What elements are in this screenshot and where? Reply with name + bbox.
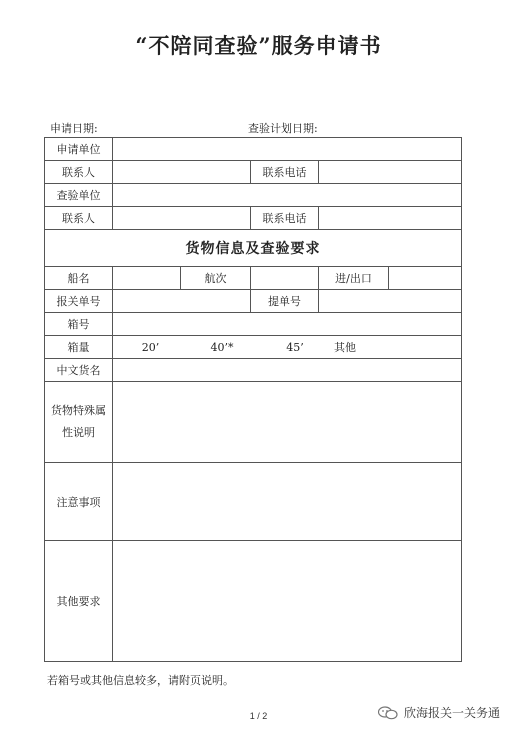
footer-note: 若箱号或其他信息较多，请附页说明。 (47, 674, 234, 687)
bill-no-field[interactable] (319, 290, 462, 313)
watermark (378, 704, 500, 721)
notes-field[interactable] (113, 463, 462, 541)
contact-person-label-1: 联系人 (45, 161, 113, 184)
ship-name-field[interactable] (113, 267, 181, 290)
contact-phone-field-2[interactable] (319, 207, 462, 230)
inspection-unit-label: 查验单位 (45, 184, 113, 207)
size-40-label: 40’* (210, 340, 234, 354)
application-form (44, 137, 462, 662)
voyage-field[interactable] (251, 267, 319, 290)
contact-phone-field-1[interactable] (319, 161, 462, 184)
watermark-text: 欣海报关一关务通 (404, 706, 501, 720)
special-attr-line-2: 性说明 (62, 426, 95, 439)
voyage-label: 航次 (181, 267, 251, 290)
cn-goods-name-label: 中文货名 (45, 359, 113, 382)
page-indicator: 1 / 2 (249, 711, 268, 721)
applicant-unit-label: 申请单位 (45, 138, 113, 161)
row-contact-1 (45, 161, 462, 184)
row-applicant-unit (45, 138, 462, 161)
special-attr-field[interactable] (113, 382, 462, 463)
declaration-no-label: 报关单号 (45, 290, 113, 313)
other-req-field[interactable] (113, 541, 462, 662)
bill-no-label: 提单号 (251, 290, 319, 313)
contact-person-label-2: 联系人 (45, 207, 113, 230)
notes-label: 注意事项 (45, 463, 113, 541)
row-section-title (45, 230, 462, 267)
import-export-label: 进/出口 (319, 267, 389, 290)
row-cn-goods-name (45, 359, 462, 382)
contact-person-field-2[interactable] (113, 207, 251, 230)
import-export-field[interactable] (389, 267, 462, 290)
applicant-unit-field[interactable] (113, 138, 462, 161)
row-ship (45, 267, 462, 290)
apply-date-label: 申请日期: (50, 122, 98, 135)
cn-goods-name-field[interactable] (113, 359, 462, 382)
special-attr-label (45, 382, 113, 463)
container-qty-field[interactable] (113, 336, 462, 359)
row-other-req (45, 541, 462, 662)
row-special-attr (45, 382, 462, 463)
container-no-field[interactable] (113, 313, 462, 336)
row-container-qty (45, 336, 462, 359)
row-container-no (45, 313, 462, 336)
page-title: “不陪同查验”服务申请书 (135, 33, 382, 58)
container-no-label: 箱号 (45, 313, 113, 336)
row-declaration (45, 290, 462, 313)
other-req-label: 其他要求 (45, 541, 113, 662)
ship-name-label: 船名 (45, 267, 113, 290)
size-other-label: 其他 (334, 341, 356, 354)
declaration-no-field[interactable] (113, 290, 251, 313)
container-qty-label: 箱量 (45, 336, 113, 359)
inspection-unit-field[interactable] (113, 184, 462, 207)
size-45-label: 45’ (286, 340, 304, 354)
special-attr-line-1: 货物特殊属 (51, 404, 106, 417)
row-inspection-unit (45, 184, 462, 207)
plan-date-label: 查验计划日期: (248, 122, 318, 135)
row-contact-2 (45, 207, 462, 230)
section-title: 货物信息及查验要求 (45, 230, 462, 267)
contact-phone-label-1: 联系电话 (251, 161, 319, 184)
contact-person-field-1[interactable] (113, 161, 251, 184)
wechat-logo-icon (378, 706, 398, 720)
row-notes (45, 463, 462, 541)
size-20-label: 20’ (141, 340, 160, 354)
contact-phone-label-2: 联系电话 (251, 207, 319, 230)
